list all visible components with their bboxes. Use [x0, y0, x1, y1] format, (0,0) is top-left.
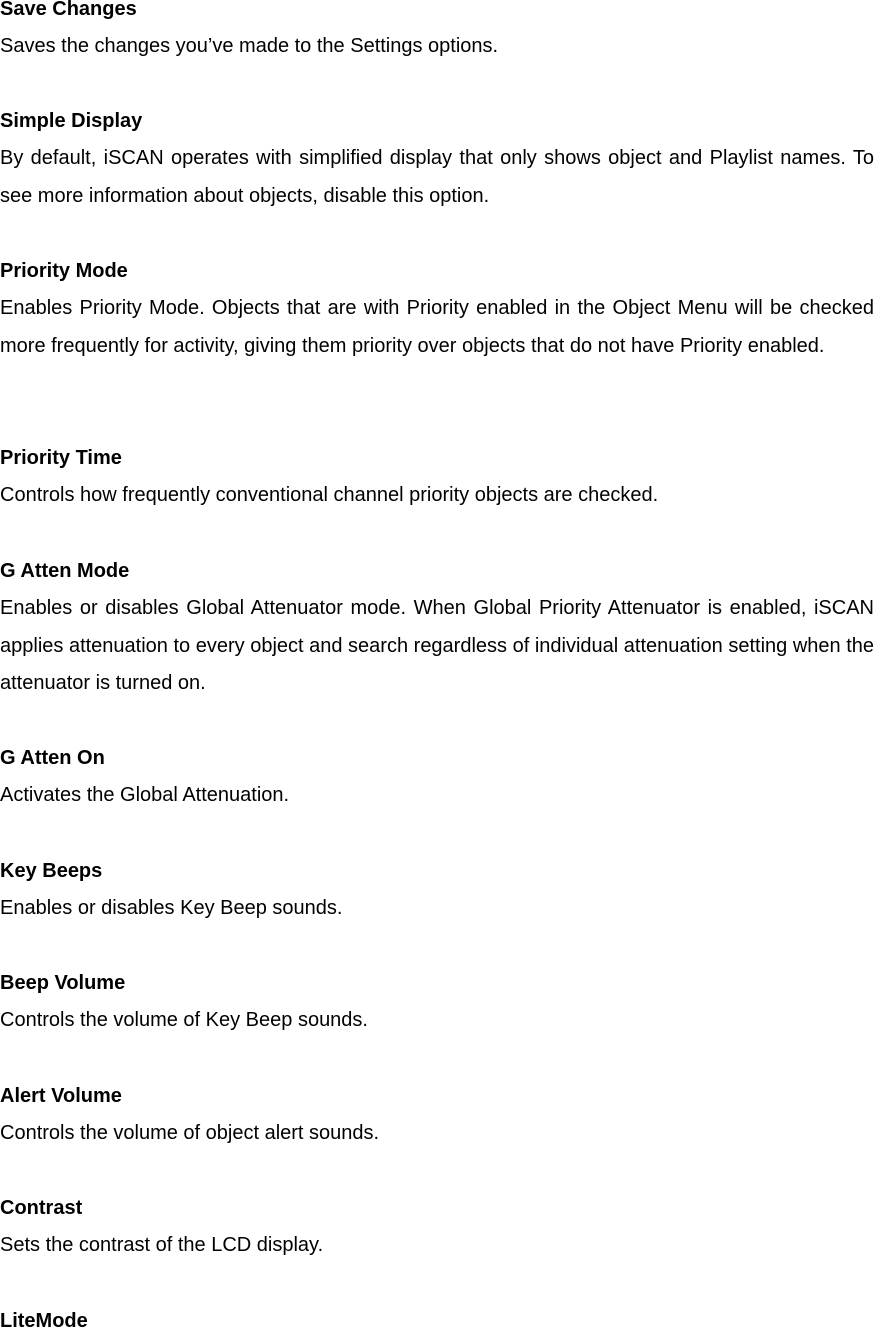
entry-title: Simple Display — [0, 110, 143, 132]
entry-title: Key Beeps — [0, 860, 103, 882]
entry-title: G Atten On — [0, 747, 105, 769]
entry-title: Priority Mode — [0, 260, 128, 282]
entry-title: Priority Time — [0, 447, 122, 469]
entry-title: Beep Volume — [0, 972, 126, 994]
entry-description: Controls the volume of Key Beep sounds. — [0, 1009, 368, 1031]
entry-litemode — [0, 1309, 874, 1333]
entry-beep-volume — [0, 971, 874, 1040]
entry-priority-mode — [0, 259, 874, 365]
entry-description: Enables Priority Mode. Objects that are with Priority enabled in the Object Menu will be checked more frequently for activity, giving them priority over objects that do not have Priority enabled. — [0, 297, 874, 357]
entry-contrast — [0, 1196, 874, 1265]
entry-g-atten-mode — [0, 559, 874, 703]
entry-description: Sets the contrast of the LCD display. — [0, 1234, 324, 1256]
entry-title: LiteMode — [0, 1310, 88, 1332]
entry-description: Enables or disables Global Attenuator mode. When Global Priority Attenuator is enabled, iSCAN applies attenuation to every object and search regardless of individual attenuation setting when the attenuator is turned on. — [0, 597, 874, 694]
entry-key-beeps — [0, 859, 874, 928]
entry-description: Enables or disables Key Beep sounds. — [0, 897, 343, 919]
entry-title: Alert Volume — [0, 1085, 122, 1107]
entry-simple-display — [0, 109, 874, 215]
entry-title: Contrast — [0, 1197, 83, 1219]
entry-alert-volume — [0, 1084, 874, 1153]
entry-priority-time — [0, 446, 874, 515]
entry-title: Save Changes — [0, 0, 137, 20]
entry-description: By default, iSCAN operates with simplified display that only shows object and Playlist names. To see more information about objects, disable this option. — [0, 147, 874, 207]
entry-save-changes — [0, 0, 874, 66]
entry-description: Controls how frequently conventional channel priority objects are checked. — [0, 484, 659, 506]
entry-description: Controls the volume of object alert sounds. — [0, 1122, 380, 1144]
entry-description: Saves the changes you’ve made to the Settings options. — [0, 35, 499, 57]
entry-g-atten-on — [0, 746, 874, 815]
entry-title: G Atten Mode — [0, 560, 130, 582]
entry-description: Activates the Global Attenuation. — [0, 784, 290, 806]
